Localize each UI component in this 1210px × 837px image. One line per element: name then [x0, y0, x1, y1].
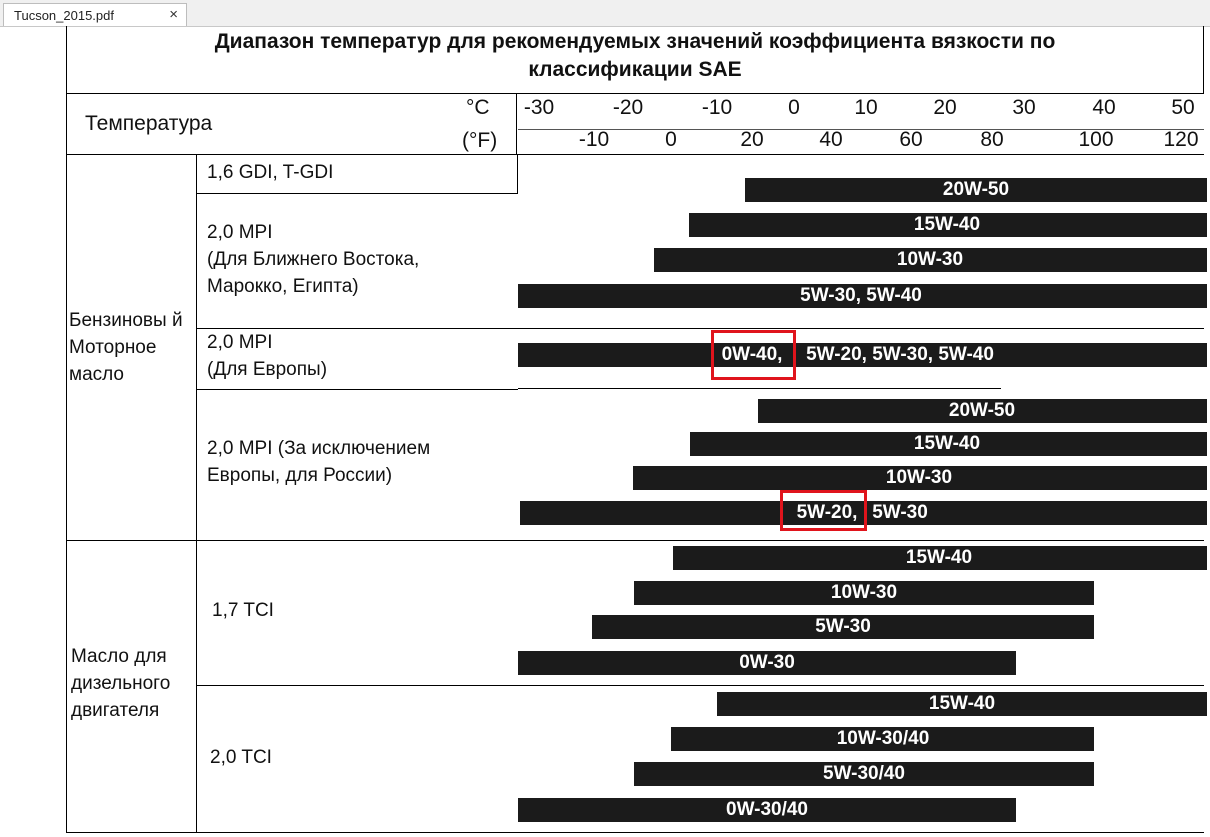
diesel-label-line: Масло для [71, 646, 167, 667]
diesel-label-line: двигателя [71, 700, 160, 721]
celsius-tick: 10 [854, 96, 878, 119]
celsius-tick: 50 [1171, 96, 1195, 119]
engine-label-tci-17: 1,7 TCI [212, 600, 274, 621]
gasoline-label-line: масло [69, 364, 124, 385]
fahrenheit-tick: 40 [819, 128, 843, 151]
close-icon[interactable]: × [169, 6, 178, 23]
viscosity-bar [745, 178, 1207, 202]
viscosity-bar [671, 727, 1094, 751]
grade-label: 5W-30 [815, 616, 871, 637]
document-tab[interactable] [3, 3, 187, 26]
viscosity-bar [654, 248, 1207, 272]
viscosity-bar [634, 581, 1094, 605]
engine-label-line: (Для Ближнего Востока, [207, 249, 420, 270]
fahrenheit-tick: -10 [578, 128, 610, 151]
highlight-frame [711, 330, 796, 380]
celsius-tick: 40 [1092, 96, 1116, 119]
engine-label-line: Марокко, Египта) [207, 276, 359, 297]
viscosity-bar [634, 762, 1094, 786]
grade-label: 20W-50 [942, 179, 1010, 200]
viscosity-bar [518, 284, 1207, 308]
grade-label: 10W-30 [896, 249, 964, 270]
celsius-unit: °C [466, 96, 490, 119]
diesel-label-line: дизельного [71, 673, 171, 694]
tab-title: Tucson_2015.pdf [14, 8, 114, 23]
engine-label-mpi-middle-east [207, 219, 419, 300]
fahrenheit-tick: 0 [665, 128, 677, 151]
grade-label: 5W-30/40 [823, 763, 905, 784]
tab-bar [0, 0, 1210, 27]
viscosity-bar [758, 399, 1207, 423]
fahrenheit-tick: 60 [899, 128, 923, 151]
grade-label: 10W-30 [885, 467, 953, 488]
gasoline-category-label [69, 307, 183, 388]
grade-label: 20W-50 [948, 400, 1016, 421]
grade-label: 5W-20, 5W-30, 5W-40 [806, 344, 994, 365]
grade-label: 10W-30/40 [836, 728, 930, 749]
viscosity-bar [592, 615, 1094, 639]
engine-label-line: 2,0 MPI [207, 222, 273, 243]
fahrenheit-tick: 20 [740, 128, 764, 151]
highlight-frame [780, 490, 867, 531]
grade-label: 15W-40 [913, 433, 981, 454]
viscosity-bar [633, 466, 1207, 490]
celsius-tick: -30 [523, 96, 555, 119]
engine-label-line: (Для Европы) [207, 359, 328, 380]
grade-label: 10W-30 [830, 582, 898, 603]
viscosity-table [0, 26, 1210, 837]
engine-label-tci-20: 2,0 TCI [210, 747, 272, 768]
celsius-tick: 20 [933, 96, 957, 119]
viscosity-bar [518, 798, 1016, 822]
celsius-tick: 0 [788, 96, 800, 119]
viscosity-bar [717, 692, 1207, 716]
viscosity-bar [518, 343, 1207, 367]
viscosity-bar [690, 432, 1207, 456]
title-line-2: классификации SAE [528, 58, 742, 81]
grade-label: 15W-40 [913, 214, 981, 235]
engine-label-line: 2,0 MPI [207, 332, 273, 353]
grade-label: 15W-40 [905, 547, 973, 568]
engine-label-line: 2,0 MPI (За исключением [207, 438, 431, 459]
grade-label: 15W-40 [928, 693, 996, 714]
page-title [67, 28, 1203, 84]
grade-label: 5W-20, [796, 502, 858, 523]
grade-label: 0W-40, [721, 344, 783, 365]
fahrenheit-tick: 80 [980, 128, 1004, 151]
diesel-category-label [71, 643, 170, 724]
engine-label-mpi-europe [207, 329, 327, 383]
engine-label-line: Европы, для России) [207, 465, 393, 486]
grade-label: 5W-30, 5W-40 [800, 285, 922, 306]
fahrenheit-tick: 120 [1163, 128, 1199, 151]
fahrenheit-unit: (°F) [462, 129, 498, 152]
viscosity-bar [673, 546, 1207, 570]
viscosity-bar [689, 213, 1207, 237]
gasoline-label-line: Моторное [69, 337, 157, 358]
viscosity-bar [518, 651, 1016, 675]
grade-label: 5W-30 [872, 502, 928, 523]
grade-label: 0W-30 [739, 652, 795, 673]
celsius-tick: 30 [1012, 96, 1036, 119]
engine-label-mpi-other [207, 435, 430, 489]
celsius-tick: -10 [701, 96, 733, 119]
gasoline-label-line: Бензиновы й [69, 310, 183, 331]
fahrenheit-tick: 100 [1078, 128, 1114, 151]
engine-label-gdi: 1,6 GDI, T-GDI [207, 162, 334, 183]
grade-label: 0W-30/40 [726, 799, 808, 820]
title-line-1: Диапазон температур для рекомендуемых значений коэффициента вязкости по [214, 30, 1056, 53]
celsius-tick: -20 [612, 96, 644, 119]
temperature-label: Температура [85, 112, 213, 135]
